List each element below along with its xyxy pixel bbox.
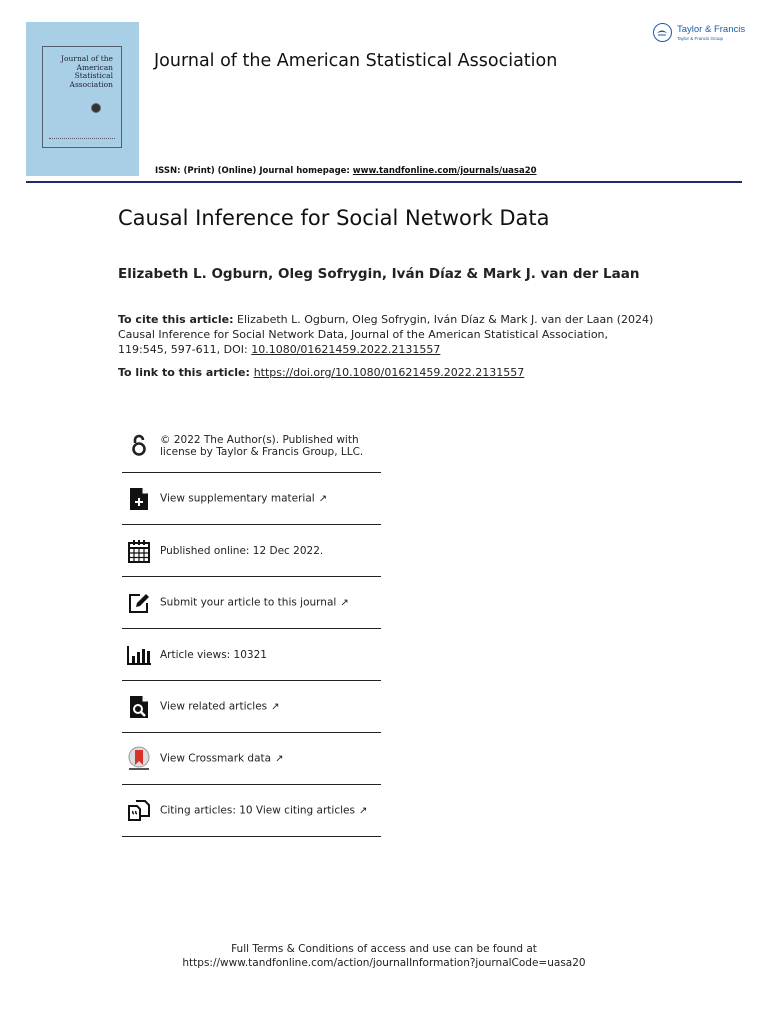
edit-icon [126,590,152,616]
external-link-icon: ↗ [275,753,284,764]
related-row[interactable] [122,681,381,733]
article-link-label: To link to this article: [118,366,254,379]
license-text [160,434,363,458]
crossmark-icon [126,746,152,772]
issn-line [155,166,537,176]
supplementary-link[interactable] [160,492,327,505]
cover-title [51,55,113,89]
license-line: license by Taylor & Francis Group, LLC. [160,446,364,458]
supplementary-label: View supplementary material [160,492,315,504]
citation-text: Elizabeth L. Ogburn, Oleg Sofrygin, Iván Díaz & Mark J. van der Laan (2024) [233,313,654,326]
related-articles-label: View related articles [160,700,268,712]
external-link-icon: ↗ [340,597,349,608]
publisher-logo[interactable] [653,22,749,48]
terms-line: Full Terms & Conditions of access and use can be found at [231,943,537,955]
article-authors: Elizabeth L. Ogburn, Oleg Sofrygin, Iván Díaz & Mark J. van der Laan [118,266,640,282]
citation-line: Causal Inference for Social Network Data, Journal of the American Statistical Association, [118,328,609,341]
cover-footer [49,138,115,141]
search-document-icon [126,694,152,720]
citing-row[interactable] [122,785,381,837]
header-divider [26,181,742,183]
crossmark-label: View Crossmark data [160,752,272,764]
issn-label: ISSN: (Print) (Online) Journal homepage: [155,166,353,176]
cover-title-line: Journal of the [61,54,113,63]
journal-cover [26,22,139,176]
crossmark-link[interactable] [160,752,283,765]
open-access-icon [126,433,152,459]
citation-text: 119:545, 597-611, DOI: [118,343,252,356]
cover-frame [42,46,122,148]
doi-link[interactable]: 10.1080/01621459.2022.2131557 [251,343,441,356]
external-link-icon: ↗ [358,805,368,816]
citing-articles-link[interactable] [160,804,367,817]
article-doi-url[interactable]: https://doi.org/10.1080/01621459.2022.2131557 [253,366,525,379]
journal-homepage-link[interactable]: www.tandfonline.com/journals/uasa20 [352,166,537,176]
cover-title-line: American [76,62,113,72]
calendar-icon [126,538,152,564]
related-articles-link[interactable] [160,700,280,713]
publisher-subname: Taylor & Francis Group [677,36,724,41]
article-link-line [118,366,524,379]
journal-title: Journal of the American Statistical Association [154,51,558,71]
published-row [122,525,381,577]
citing-articles-icon [126,798,152,824]
cover-title-line: Association [69,79,113,89]
supplementary-row[interactable] [122,473,381,525]
external-link-icon: ↗ [318,493,328,504]
submit-article-label: Submit your article to this journal [160,596,337,608]
publisher-name: Taylor & Francis [677,24,746,35]
citing-articles-label: Citing articles: 10 View citing articles [160,804,355,816]
article-title: Causal Inference for Social Network Data [118,206,550,230]
open-access-row [122,420,381,473]
submit-article-link[interactable] [160,596,349,609]
external-link-icon: ↗ [271,701,280,712]
citation-block [118,312,678,357]
citation-label: To cite this article: [118,313,234,326]
crossmark-row[interactable] [122,733,381,785]
license-line: © 2022 The Author(s). Published with [160,434,359,446]
terms-footer [0,942,768,970]
publisher-logo-icon [653,23,672,42]
views-row [122,629,381,681]
published-date: Published online: 12 Dec 2022. [160,544,324,557]
bar-chart-icon [126,642,152,668]
article-info-list [122,420,381,837]
article-views: Article views: 10321 [160,648,267,661]
cover-title-line: Statistical [74,71,113,80]
cover-seal-icon [91,103,101,113]
citation-line [118,312,678,327]
submit-row[interactable] [122,577,381,629]
terms-url[interactable]: https://www.tandfonline.com/action/journalInformation?journalCode=uasa20 [182,957,586,969]
citation-line [118,342,678,357]
supplementary-file-icon [126,486,152,512]
